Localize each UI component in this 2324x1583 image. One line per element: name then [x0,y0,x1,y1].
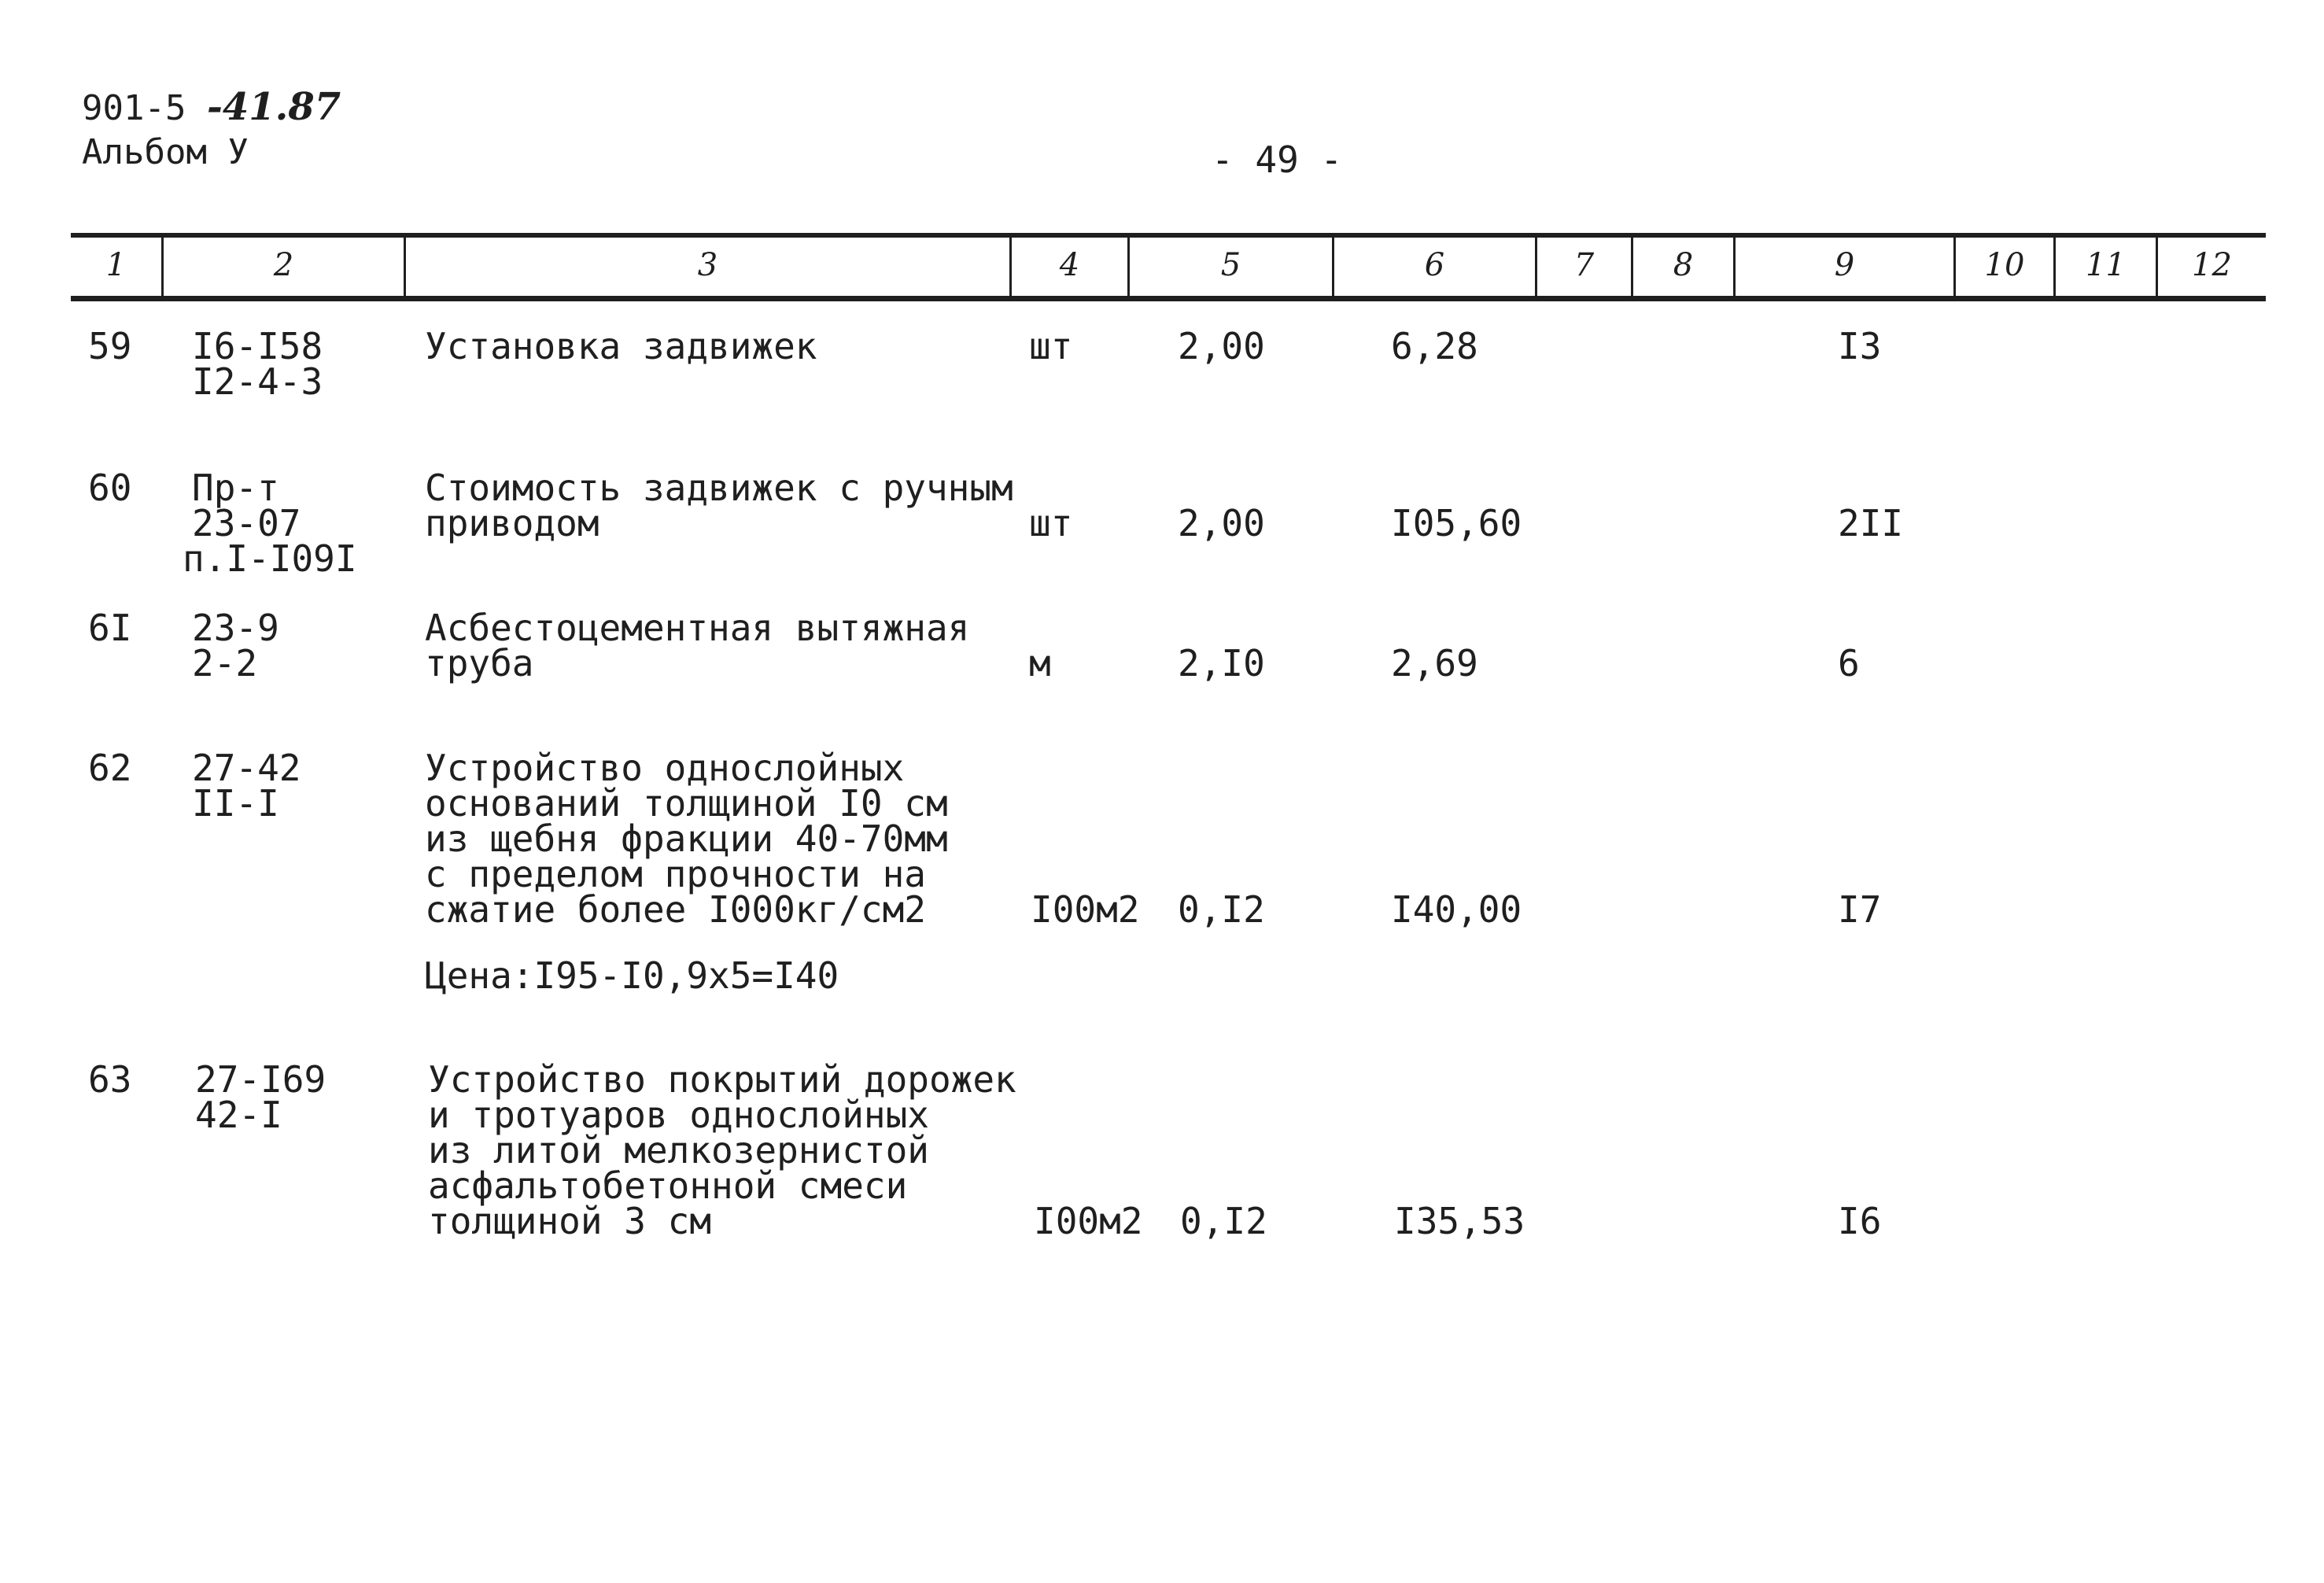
row-unit: м [1029,642,1051,684]
row-description-line: асфальтобетонной смеси [428,1164,908,1207]
row-description-line: толщиной 3 см [428,1200,712,1242]
document-code-handwritten: -41.87 [206,85,341,129]
row-code-line: I2-4-3 [192,360,323,403]
row-unit: шт [1029,502,1073,544]
row-number: 63 [88,1058,132,1101]
column-header-1: 1 [105,247,127,283]
row-quantity: 0,I2 [1178,888,1265,931]
row-description-line: из литой мелкозернистой [428,1129,929,1172]
row-description-line: труба [425,642,534,684]
row-code-line: 23-07 [192,502,301,544]
row-description-line: приводом [425,502,599,544]
row-code-line: 27-42 [192,747,301,789]
row-unit: I00м2 [1031,888,1140,931]
row-unit-price: 6,28 [1391,325,1478,367]
row-code-line: 42-I [195,1094,282,1136]
row-quantity: 0,I2 [1180,1200,1267,1242]
column-header-11: 11 [2086,247,2126,283]
document-code [82,85,341,129]
row-description-line: Асбестоцементная вытяжная [425,607,970,649]
row-code-line: II-I [192,782,279,825]
row-description-line: и тротуаров однослойных [428,1094,929,1136]
column-header-12: 12 [2192,247,2232,283]
row-description-line: с пределом прочности на [425,853,926,895]
table-header-top-rule [71,233,2266,238]
row-unit-price: 2,69 [1391,642,1478,684]
row-number: 6I [88,607,132,649]
column-header-7: 7 [1573,247,1595,283]
row-price-note: Цена:I95-I0,9х5=I40 [425,954,839,997]
row-code-line: Пр-т [192,467,279,509]
page-number: - 49 - [1212,138,1343,181]
row-unit-price: I35,53 [1394,1200,1525,1242]
row-quantity: 2,00 [1178,502,1265,544]
row-number: 59 [88,325,132,367]
column-header-2: 2 [273,247,294,283]
row-quantity: 2,I0 [1178,642,1265,684]
row-total: 6 [1838,642,1860,684]
table-header-bottom-rule [71,296,2266,301]
row-unit-price: I40,00 [1391,888,1522,931]
column-header-4: 4 [1059,247,1080,283]
row-total: 2II [1838,502,1904,544]
row-total: I7 [1838,888,1882,931]
album-label: Альбом У [82,132,249,172]
row-code-line: 2-2 [192,642,258,684]
row-unit-price: I05,60 [1391,502,1522,544]
column-header-10: 10 [1984,247,2025,283]
row-unit: шт [1029,325,1073,367]
row-total: I6 [1838,1200,1882,1242]
row-description-line: Устройство покрытий дорожек [428,1058,1016,1101]
row-code-line: 23-9 [192,607,279,649]
row-total: I3 [1838,325,1882,367]
row-description-line: Установка задвижек [425,325,817,367]
row-description-line: Стоимость задвижек с ручным [425,467,1013,509]
row-code-line: 27-I69 [195,1058,326,1101]
row-code-line: I6-I58 [192,325,323,367]
row-code-line: п.I-I09I [183,537,357,580]
column-header-3: 3 [697,247,718,283]
column-header-9: 9 [1834,247,1855,283]
column-header-8: 8 [1673,247,1694,283]
row-number: 62 [88,747,132,789]
row-description-line: Устройство однослойных [425,747,905,789]
row-number: 60 [88,467,132,509]
row-quantity: 2,00 [1178,325,1265,367]
column-header-5: 5 [1220,247,1241,283]
document-code-printed: 901-5 [82,88,186,128]
row-description-line: сжатие более I000кг/см2 [425,888,926,931]
row-description-line: оснований толщиной I0 см [425,782,948,825]
row-description-line: из щебня фракции 40-70мм [425,817,948,860]
row-unit: I00м2 [1034,1200,1143,1242]
column-header-6: 6 [1424,247,1445,283]
